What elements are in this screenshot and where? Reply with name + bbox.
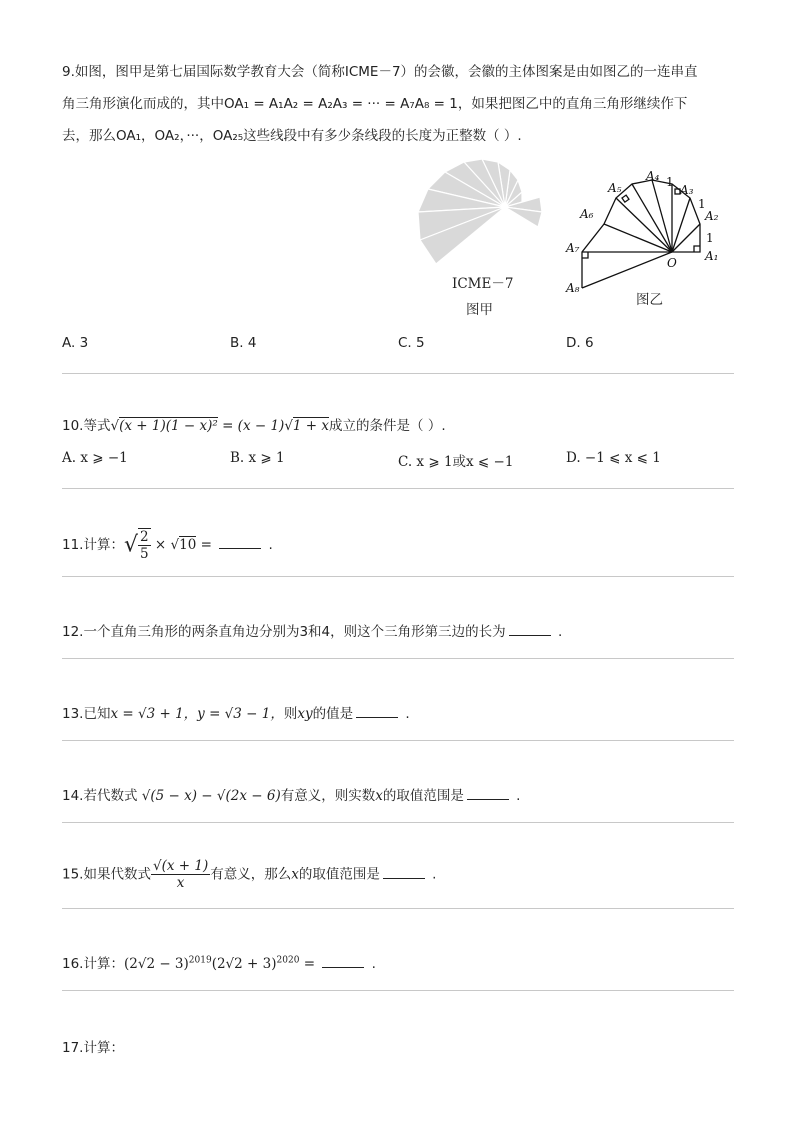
figure-jia-logo [410,152,550,272]
q15-middle: 有意义，那么 [210,866,292,883]
q12-line [62,620,562,640]
label-A6: A₆ [580,207,594,221]
answer-blank[interactable] [467,787,509,800]
q14-expr: √(5 − x) − √(2x − 6) [141,788,281,804]
label-A2: A₂ [705,209,719,223]
sqrt-sign: √ [123,532,139,558]
divider [62,908,734,909]
q10-middle: = (x − 1) [217,418,285,434]
sqrt-sign: √ [170,537,180,553]
figure-jia-caption: 图甲 [466,302,493,318]
q13-suffix1: 的值是 [312,706,354,722]
q13-middle: 则 [283,706,298,722]
q10-option-b[interactable]: B. x ⩾ 1 [230,450,285,466]
q13-xy: xy [297,706,313,722]
sqrt-sign-2: √ [284,418,293,434]
answer-blank[interactable] [219,536,261,549]
q15-fraction [151,858,210,891]
q11-line [62,528,273,562]
q13-prefix: 13.已知 [62,706,111,722]
q9-option-c[interactable]: C. 5 [398,335,425,351]
q9-option-d[interactable]: D. 6 [566,335,594,351]
label-A5: A₅ [608,181,622,195]
q11-denominator: 5 [140,546,149,562]
q15-suffix1: 的取值范围是 [298,866,380,883]
sqrt-sign: √ [110,418,120,434]
q17-line: 17.计算： [62,1040,124,1056]
label-one-2: 1 [698,197,706,211]
answer-blank[interactable] [509,623,551,636]
divider [62,488,734,489]
q10-radicand-2: 1 + x [292,418,330,434]
q16-line [62,952,376,972]
q16-suffix: . [367,956,376,972]
q9-option-b[interactable]: B. 4 [230,335,257,351]
q16-base1: (2√2 − 3) [123,956,189,972]
q16-prefix: 16.计算： [62,956,124,972]
q9-line-2: 角三角形演化而成的，其中OA₁ = A₁A₂ = A₂A₃ = ··· = A₇A₈ = 1，如果把图乙中的直角三角形继续作下 [62,96,688,112]
q15-suffix: . [427,866,437,883]
q10-option-a[interactable]: A. x ⩾ −1 [62,450,128,466]
q12-text: 12.一个直角三角形的两条直角边分别为3和4，则这个三角形第三边的长为 [62,624,506,640]
label-one-3: 1 [666,175,674,189]
q11-suffix: . [264,537,273,553]
q11-prefix: 11.计算： [62,537,124,553]
q10-option-d[interactable]: D. −1 ⩽ x ⩽ 1 [566,450,661,466]
q14-middle: 有意义，则实数 [280,788,376,804]
q15-denominator: x [176,875,185,891]
divider [62,658,734,659]
q15-prefix: 15.如果代数式 [62,866,151,883]
q12-suffix: . [553,624,563,640]
q13-suffix: . [401,706,410,722]
figure-jia-label: ICME－7 [452,276,514,292]
q15-var: x [291,866,299,883]
q14-suffix: . [511,788,521,804]
answer-blank[interactable] [356,705,398,718]
answer-blank[interactable] [322,955,364,968]
q14-line [62,784,520,804]
q14-var: x [375,788,383,804]
q15-numerator: √(x + 1) [152,858,209,874]
q16-base2: (2√2 + 3) [211,956,277,972]
q9-line-3: 去，那么OA₁，OA₂，···，OA₂₅这些线段中有多少条线段的长度为正整数（ ）. [62,128,522,144]
label-O: O [667,256,677,270]
q16-exp2: 2020 [276,955,300,966]
divider [62,373,734,374]
q11-times: × [150,537,171,553]
divider [62,740,734,741]
divider [62,576,734,577]
divider [62,990,734,991]
q10-prefix: 10.等式 [62,418,111,434]
q9-option-a[interactable]: A. 3 [62,335,89,351]
q11-numerator: 2 [140,529,149,545]
q9-line-1: 9.如图，图甲是第七届国际数学教育大会（简称ICME－7）的会徽，会徽的主体图案是由如图乙的一连串直 [62,64,698,80]
q10-line [62,414,446,434]
q10-suffix: 成立的条件是（ ）. [329,418,446,434]
q11-equals: = [196,537,217,553]
q10-radicand: (x + 1)(1 − x)² [119,418,218,434]
q14-prefix: 14.若代数式 [62,788,142,804]
q11-fraction [138,528,151,562]
label-A7: A₇ [566,241,580,255]
q15-line [62,858,436,891]
answer-blank[interactable] [383,866,425,879]
q13-line [62,702,410,722]
q10-option-c[interactable]: C. x ⩾ 1或x ⩽ −1 [398,454,514,470]
figure-yi-caption: 图乙 [636,292,663,308]
label-A4: A₄ [646,169,660,183]
label-one-1: 1 [706,231,714,245]
q16-exp1: 2019 [188,955,212,966]
divider [62,822,734,823]
label-A8: A₈ [566,281,580,295]
label-A1: A₁ [705,249,719,263]
q16-equals: = [299,956,320,972]
q13-expr: x = √3 + 1，y = √3 − 1， [110,706,284,722]
q11-radicand: 10 [179,537,197,553]
figure-yi-spiral [560,166,730,302]
label-A3: A₃ [680,183,694,197]
q14-suffix1: 的取值范围是 [382,788,464,804]
